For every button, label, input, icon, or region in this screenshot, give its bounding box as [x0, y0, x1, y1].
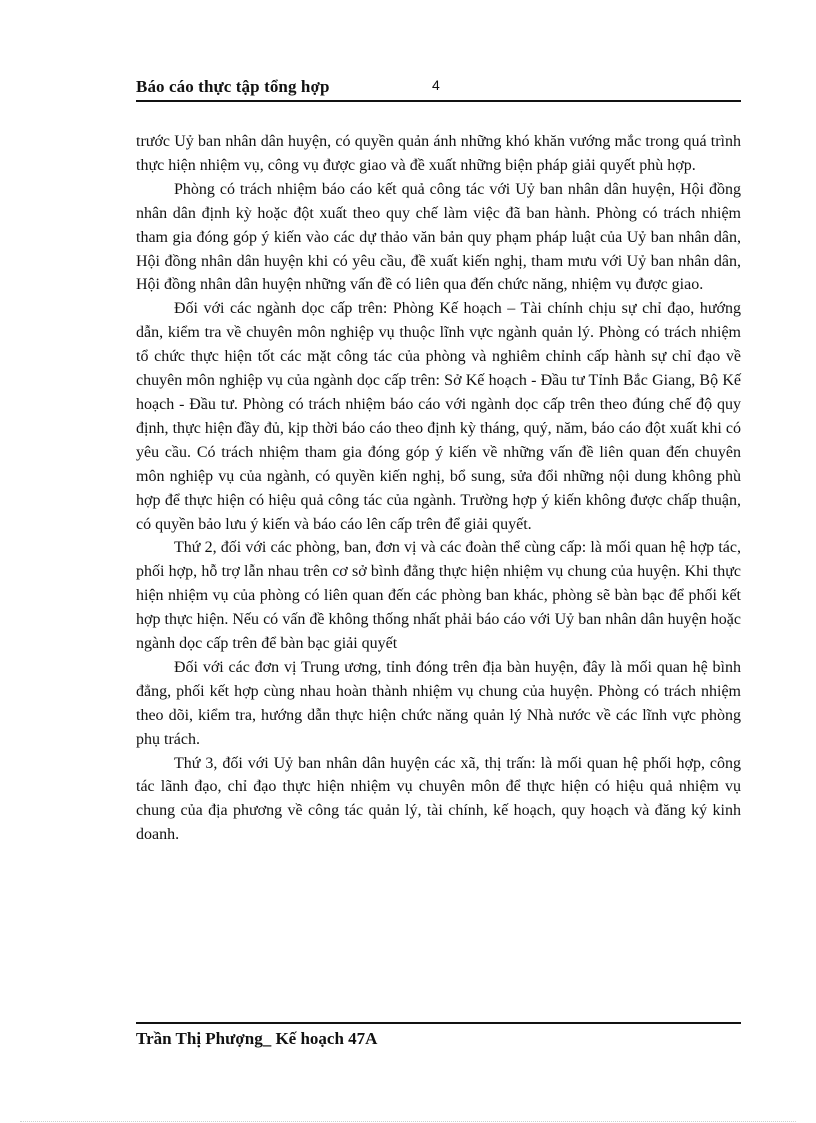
- paragraph-vertical-sector-relations: Đối với các ngành dọc cấp trên: Phòng Kế hoạch – Tài chính chịu sự chỉ đạo, hướng dẫn, kiểm tra về chuyên môn nghiệp vụ thuộc lĩnh vực ngành quản lý. Phòng có trách nhiệm tổ chức thực hiện tốt các mặt công tác của phòng và nghiêm chỉnh cấp hành sự chỉ đạo về chuyên môn nghiệp vụ của ngành dọc cấp trên: Sở Kế hoạch - Đầu tư Tỉnh Bắc Giang, Bộ Kế hoạch - Đầu tư. Phòng có trách nhiệm báo cáo với ngành dọc cấp trên theo đúng chế độ quy định, thực hiện đầy đủ, kịp thời báo cáo theo định kỳ tháng, quý, năm, báo cáo đột xuất khi có yêu cầu. Có trách nhiệm tham gia đóng góp ý kiến về những vấn đề liên quan đến chuyên môn nghiệp vụ của ngành, có quyền kiến nghị, bổ sung, sửa đổi những nội dung không phù hợp để thực hiện có hiệu quả công tác của ngành. Trường hợp ý kiến không được chấp thuận, có quyền bảo lưu ý kiến và báo cáo lên cấp trên để giải quyết.: [136, 300, 741, 533]
- paragraph-continuation: trước Uỷ ban nhân dân huyện, có quyền quản ánh những khó khăn vướng mắc trong quá trình thực hiện nhiệm vụ, công vụ được giao và đề xuất những biện pháp giải quyết phù hợp.: [136, 133, 741, 174]
- paragraph-central-provincial-units: Đối với các đơn vị Trung ương, tỉnh đóng trên địa bàn huyện, đây là mối quan hệ bình đẳng, phối kết hợp cùng nhau hoàn thành nhiệm vụ chung của huyện. Phòng có trách nhiệm theo dõi, kiểm tra, hướng dẫn thực hiện chức năng quản lý Nhà nước về các lĩnh vực phòng phụ trách.: [136, 658, 741, 748]
- page-bottom-dotted-line: [20, 1121, 796, 1122]
- footer-author: Trần Thị Phượng_ Kế hoạch 47A: [136, 1029, 378, 1048]
- document-body: [136, 130, 741, 847]
- page-number: 4: [432, 77, 440, 93]
- header-title: Báo cáo thực tập tổng hợp: [136, 77, 330, 96]
- paragraph-peer-departments: Thứ 2, đối với các phòng, ban, đơn vị và các đoàn thể cùng cấp: là mối quan hệ hợp tác, phối hợp, hỗ trợ lẫn nhau trên cơ sở bình đẳng thực hiện nhiệm vụ chung của huyện. Khi thực hiện nhiệm vụ của phòng có liên quan đến các phòng ban khác, phòng sẽ bàn bạc để phối kết hợp thực hiện. Nếu có vấn đề không thống nhất phải báo cáo với Uỷ ban nhân dân huyện hoặc ngành dọc cấp trên để bàn bạc giải quyết: [136, 539, 741, 653]
- footer-rule: [136, 1022, 741, 1024]
- paragraph-commune-relations: Thứ 3, đối với Uỷ ban nhân dân huyện các xã, thị trấn: là mối quan hệ phối hợp, công tác lãnh đạo, chỉ đạo thực hiện nhiệm vụ chuyên môn để thực hiện có hiệu quả nhiệm vụ chung của địa phương về công tác quản lý, tài chính, kế hoạch, quy hoạch và đăng ký kinh doanh.: [136, 754, 741, 844]
- header-rule: [136, 100, 741, 102]
- paragraph-reporting-duties: Phòng có trách nhiệm báo cáo kết quả công tác với Uỷ ban nhân dân huyện, Hội đồng nhân dân định kỳ hoặc đột xuất theo quy chế làm việc đã ban hành. Phòng có trách nhiệm tham gia đóng góp ý kiến vào các dự thảo văn bản quy phạm pháp luật của Uỷ ban nhân dân, Hội đồng nhân dân huyện khi có yêu cầu, đề xuất kiến nghị, tham mưu với Uỷ ban nhân dân, Hội đồng nhân dân huyện những vấn đề có liên qua đến chức năng, nhiệm vụ được giao.: [136, 180, 741, 294]
